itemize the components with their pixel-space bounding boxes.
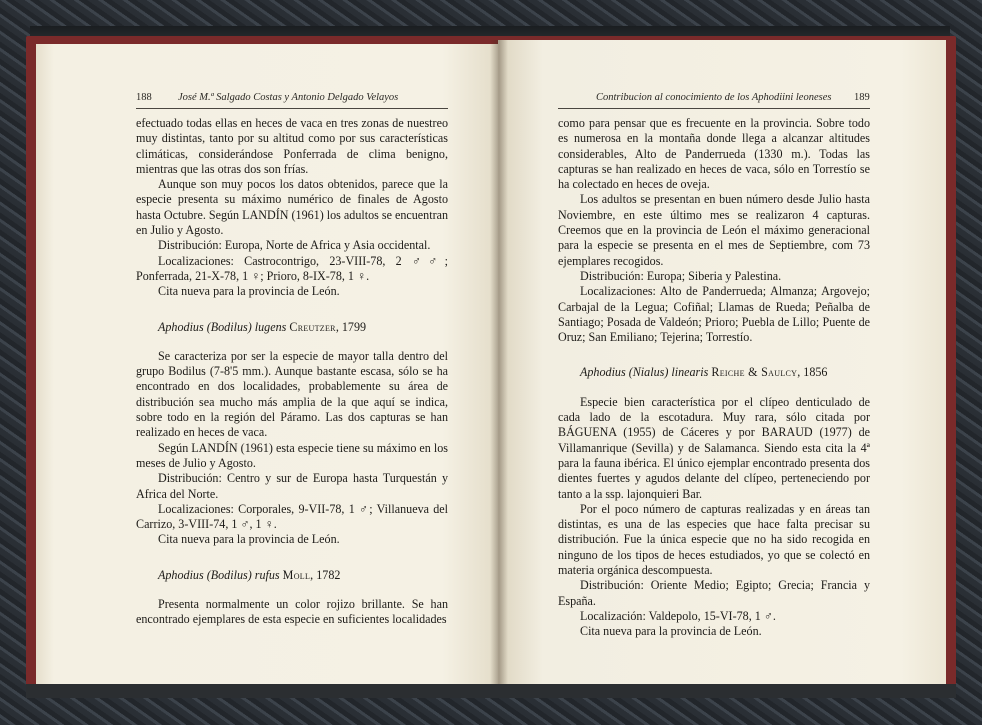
paragraph: Se caracteriza por ser la especie de mayor talla dentro del grupo Bodilus (7-8'5 mm.). Aunque bastante escasa, sólo se ha encontrado en dos localidades, probablemente su área de distribución sea mucho más amplia de la que aquí se indica, sobre todo en la región del Páramo. Las dos capturas se han realizado en heces de vaca.	[136, 348, 448, 440]
paragraph: Distribución: Europa; Siberia y Palestina.	[580, 268, 782, 283]
species-year: , 1782	[310, 567, 341, 582]
paragraph: Distribución: Europa, Norte de Africa y Asia occidental.	[158, 238, 431, 253]
right-page	[498, 40, 946, 684]
species-heading-linearis	[558, 365, 870, 380]
species-author: Moll	[282, 567, 311, 582]
paragraph: Localizaciones: Corporales, 9-VII-78, 1 ♂; Villanueva del Carrizo, 3-VIII-74, 1 ♂, 1 ♀.	[136, 501, 448, 532]
species-name: Aphodius (Bodilus) lugens	[158, 319, 287, 334]
paragraph: Por el poco número de capturas realizadas y en áreas tan distintas, es una de las especies que hace falta precisar su distribución. Fue la única especie que no ha sido recogida en ninguno de los tipos de heces estudiados, yo que se colectó en materia orgánica descompuesta.	[558, 501, 870, 578]
species-heading-lugens	[136, 320, 448, 335]
paragraph: Especie bien característica por el clípeo denticulado de cada lado de la escotadura. Muy rara, sólo citada por BÁGUENA (1955) de Cáceres y por BARAUD (1977) de Villamanrique (Sevilla) y de Salamanca. Siendo esta cita la 4ª para la fauna ibérica. El único ejemplar encontrado presenta dos dientes fuertes y agudos delante del clípeo, perteneciendo por tanto a la ssp. lajonquieri Bar.	[558, 394, 870, 501]
right-body-text	[558, 116, 870, 640]
paragraph: Aunque son muy pocos los datos obtenidos, parece que la especie presenta su máximo numérico de finales de Agosto hasta Octubre. Según LANDÍN (1961) los adultos se encuentran en Julio y Agosto.	[136, 177, 449, 238]
species-year: , 1856	[797, 365, 828, 380]
paragraph: Localizaciones: Alto de Panderrueda; Almanza; Argovejo; Carbajal de la Legua; Cofiñal; Llamas de Rueda; Peñalba de Santiago; Posada de Valdeón; Prioro; Puebla de Lillo; Puente de Oruz; San Emiliano; Tejerina; Torrestío.	[558, 284, 870, 345]
species-name: Aphodius (Nialus) linearis	[580, 365, 709, 380]
paragraph: Presenta normalmente un color rojizo brillante. Se han encontrado ejemplares de esta especie en suficientes localidades	[136, 597, 448, 627]
right-page-number: 189	[854, 92, 870, 103]
book-gutter-shadow	[490, 40, 508, 685]
paragraph: Cita nueva para la provincia de León.	[158, 532, 340, 547]
paragraph: Según LANDÍN (1961) esta especie tiene su máximo en los meses de Julio y Agosto.	[136, 440, 448, 470]
paragraph: Los adultos se presentan en buen número desde Julio hasta Noviembre, en este último mes se realizaron 4 capturas. Creemos que en la provincia de León el máximo generacional para la especie se presenta en el mes de Septiembre, com 73 ejemplares recogidos.	[558, 192, 870, 268]
species-author: Reiche & Saulcy	[711, 365, 798, 380]
left-running-head: José M.ª Salgado Costas y Antonio Delgado Velayos	[178, 92, 399, 103]
right-header-rule	[558, 108, 870, 109]
right-running-head: Contribucion al conocimiento de los Aphodiini leoneses	[596, 92, 832, 103]
paragraph: como para pensar que es frecuente en la provincia. Sobre todo es numerosa en la montaña donde llega a alcanzar altitudes considerables, Alto de Panderrueda (1330 m.). Todas las capturas se han realizado en heces de vaca, sólo en Torrestío se ha colectado en heces de oveja.	[558, 116, 870, 192]
paragraph: Distribución: Oriente Medio; Egipto; Grecia; Francia y España.	[558, 578, 870, 608]
paragraph: efectuado todas ellas en heces de vaca en tres zonas de nuestreo muy distintas, tanto por su altitud como por sus características climáticas, considerándose Ponferrada de clima benigno, mientras que las otras dos son frías.	[136, 116, 448, 176]
species-heading-rufus	[136, 568, 448, 583]
left-header-rule	[136, 108, 448, 109]
left-page	[36, 44, 498, 684]
species-author: Creutzer	[289, 319, 336, 334]
paragraph: Cita nueva para la provincia de León.	[580, 624, 762, 639]
species-year: , 1799	[335, 319, 367, 334]
paragraph: Localizaciones: Castrocontrigo, 23-VIII-78, 2 ♂♂; Ponferrada, 21-X-78, 1 ♀; Priorо, 8-IX-78, 1 ♀.	[136, 253, 448, 283]
book-bottom-edge	[26, 684, 956, 698]
left-body-text	[136, 116, 448, 628]
paragraph: Localización: Valdepolo, 15-VI-78, 1 ♂.	[580, 608, 776, 623]
left-page-number: 188	[136, 92, 152, 103]
paragraph: Distribución: Centro y sur de Europa hasta Turquestán y Africa del Norte.	[136, 471, 448, 501]
species-name: Aphodius (Bodilus) rufus	[158, 567, 280, 582]
paragraph: Cita nueva para la provincia de León.	[158, 284, 340, 299]
